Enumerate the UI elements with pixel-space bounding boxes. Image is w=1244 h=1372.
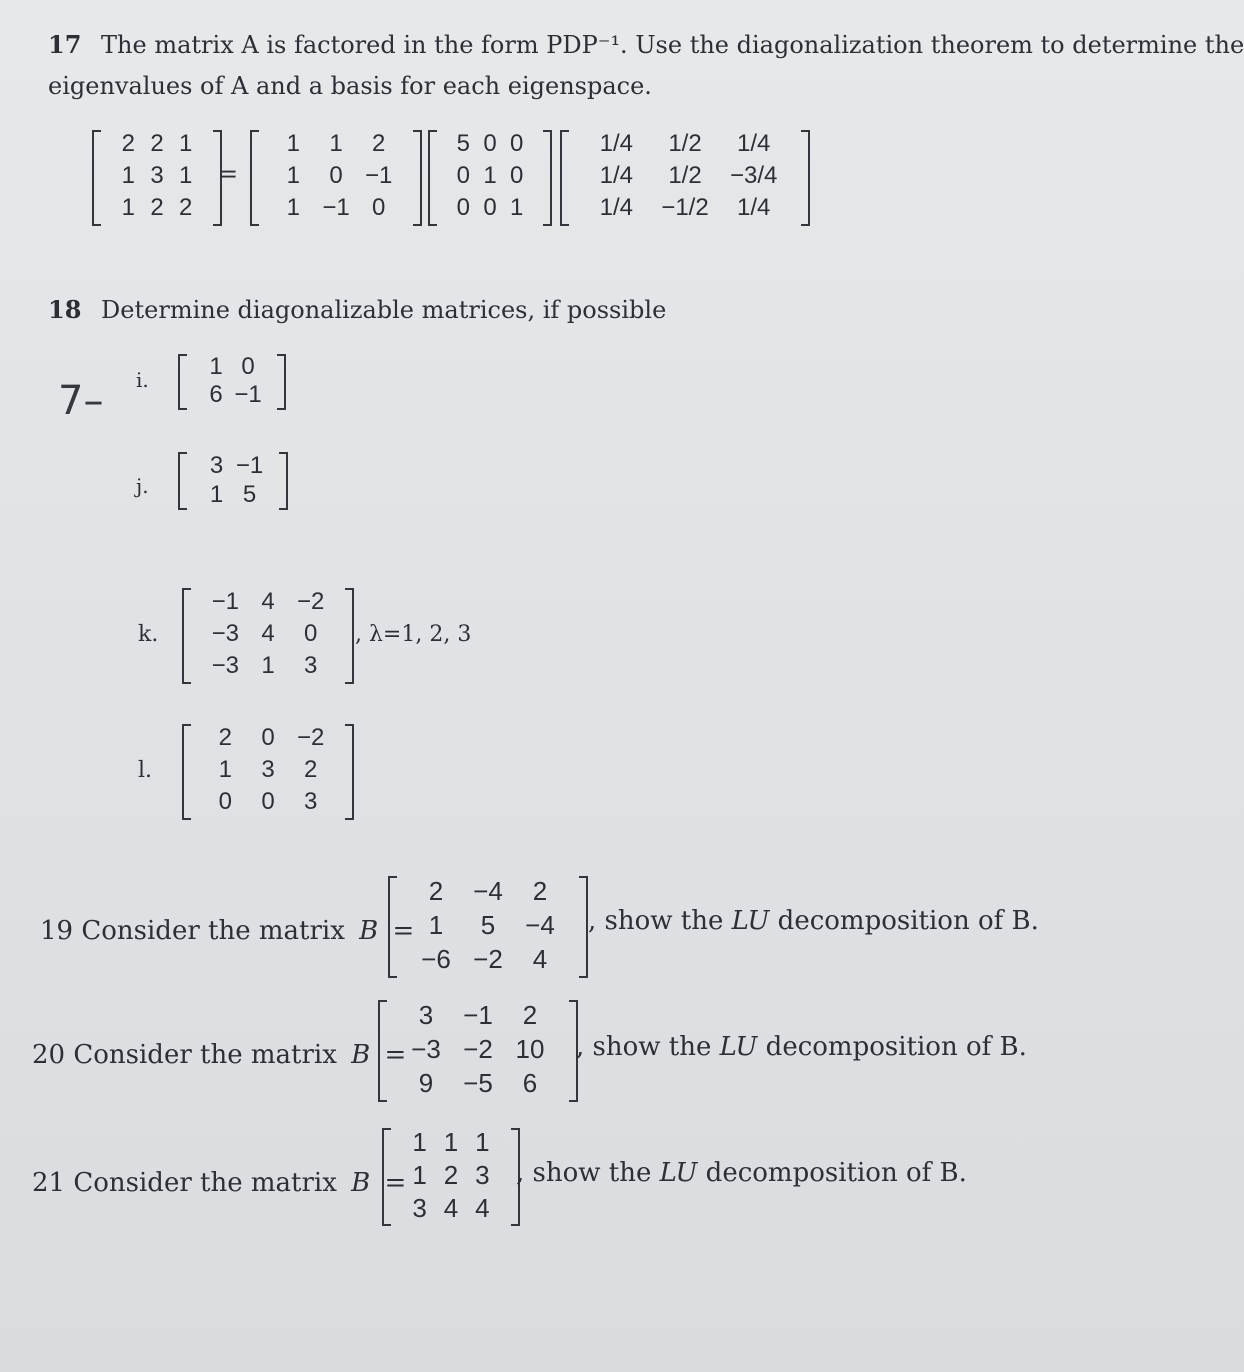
matrix-cell: 10 [515, 1034, 545, 1064]
q18-matrix-l [182, 724, 354, 820]
q21-tail-pre: , show the [516, 1158, 660, 1188]
matrix-cell: 0 [456, 194, 471, 221]
matrix-cell: 1 [483, 162, 497, 189]
matrix-cell: 0 [509, 162, 524, 189]
matrix-cell: 1 [475, 1127, 490, 1158]
q20-prompt: 20 Consider the matrix [32, 1040, 337, 1070]
matrix-cell: 1/2 [668, 162, 702, 189]
bracket-left [388, 876, 397, 978]
matrix-cell: 1 [121, 194, 136, 221]
q19-tail-pre: , show the [588, 906, 732, 936]
q21-matrix-B [382, 1128, 520, 1226]
bracket-right [277, 354, 286, 410]
q19-prompt: 19 Consider the matrix [40, 916, 345, 946]
q19-lead [40, 916, 414, 946]
bracket-right [413, 130, 422, 226]
handwritten-mark: 7– [58, 378, 104, 424]
q21-tail [516, 1158, 967, 1188]
matrix-cell: 4 [443, 1192, 459, 1223]
q20-lu: LU [719, 1032, 758, 1062]
matrix-cell: 3 [261, 756, 275, 783]
matrix-cell: 2 [178, 194, 193, 221]
matrix-cell: 1 [178, 130, 193, 157]
matrix-cell: 6 [522, 1068, 538, 1098]
matrix-cell: 0 [329, 162, 343, 189]
matrix-cell: 1 [428, 910, 444, 940]
q19-tail [588, 906, 1039, 936]
matrix-cell: 1/4 [736, 194, 771, 221]
matrix-cell: −1 [322, 194, 350, 221]
q18-item-i-label: i. [136, 368, 149, 392]
q19-lu: LU [731, 906, 770, 936]
bracket-left [92, 130, 101, 226]
matrix-cell: 2 [522, 1000, 538, 1030]
matrix-cell: 0 [303, 620, 318, 647]
matrix-cell: 1 [209, 353, 223, 380]
matrix-cell: 5 [480, 910, 496, 940]
q17-equals: = [218, 160, 239, 188]
matrix-cell: 0 [371, 194, 386, 221]
matrix-cell: 1 [178, 162, 193, 189]
matrix-cell: 1 [412, 1127, 427, 1158]
matrix-cell: −2 [296, 724, 325, 751]
q17-matrix-P [250, 130, 422, 226]
q18-text [48, 295, 666, 324]
q21-var: B [351, 1168, 371, 1198]
matrix-cell: 1 [509, 194, 524, 221]
bracket-right [579, 876, 588, 978]
q21-eq: = [384, 1168, 407, 1198]
q19-tail-post: decomposition of B. [769, 906, 1039, 936]
matrix-cell: 5 [242, 480, 257, 508]
bracket-right [801, 130, 810, 226]
matrix-cell: −3 [411, 1034, 441, 1064]
q17-prompt: The matrix A is factored in the form PDP⁻¹. Use the diagonalization theorem to determine the [101, 31, 1244, 59]
bracket-left [560, 130, 569, 226]
matrix-cell: 0 [483, 194, 497, 221]
matrix-cell: 1 [286, 130, 301, 157]
matrix-cell: −1/2 [661, 194, 709, 221]
matrix-cell: 0 [509, 130, 524, 157]
bracket-left [428, 130, 437, 226]
bracket-right [345, 588, 354, 684]
q17-text-line2: eigenvalues of A and a basis for each eigenspace. [48, 72, 652, 100]
matrix-cell: 0 [456, 162, 471, 189]
q20-matrix-B [378, 1000, 578, 1102]
q19-eq: = [392, 916, 415, 946]
q20-var: B [351, 1040, 371, 1070]
matrix-cell: 1 [121, 162, 136, 189]
matrix-cell: −6 [421, 944, 451, 974]
matrix-cell: 1 [286, 194, 301, 221]
matrix-cell: 9 [418, 1068, 434, 1098]
matrix-cell: −3/4 [729, 162, 778, 189]
q17-number: 17 [48, 30, 82, 59]
q21-prompt: 21 Consider the matrix [32, 1168, 337, 1198]
q18-number: 18 [48, 295, 82, 324]
matrix-cell: 3 [303, 652, 318, 679]
bracket-left [182, 588, 191, 684]
matrix-cell: 1 [261, 652, 275, 679]
bracket-left [178, 452, 187, 510]
q18-prompt: Determine diagonalizable matrices, if possible [101, 296, 667, 324]
bracket-right [543, 130, 552, 226]
bracket-left [250, 130, 259, 226]
q18-matrix-j [178, 452, 288, 510]
q21-lead [32, 1168, 406, 1198]
matrix-cell: 0 [261, 788, 275, 815]
matrix-cell: −5 [463, 1068, 493, 1098]
matrix-cell: −4 [473, 876, 503, 906]
bracket-left [382, 1128, 391, 1226]
matrix-cell: 2 [121, 130, 136, 157]
matrix-cell: 4 [261, 620, 275, 647]
bracket-right [345, 724, 354, 820]
q20-tail [576, 1032, 1027, 1062]
matrix-cell: 1/4 [736, 130, 771, 157]
matrix-cell: 2 [428, 876, 444, 906]
matrix-cell: −2 [463, 1034, 493, 1064]
matrix-cell: −3 [211, 620, 240, 647]
q21-tail-post: decomposition of B. [697, 1158, 967, 1188]
q19-matrix-B [388, 876, 588, 978]
q18-item-j-label: j. [136, 474, 149, 498]
matrix-cell: 3 [475, 1160, 490, 1190]
matrix-cell: −1 [235, 451, 264, 479]
matrix-cell: −1 [234, 381, 262, 408]
q17-text-line1 [48, 30, 1244, 59]
q19-var: B [359, 916, 379, 946]
bracket-left [178, 354, 187, 410]
matrix-cell: 2 [150, 194, 164, 221]
matrix-cell: 4 [261, 588, 275, 615]
matrix-cell: 0 [218, 788, 233, 815]
matrix-cell: 3 [303, 788, 318, 815]
matrix-cell: 1 [218, 756, 233, 783]
q20-eq: = [384, 1040, 407, 1070]
matrix-cell: 4 [475, 1192, 490, 1223]
matrix-cell: −4 [525, 910, 555, 940]
matrix-cell: −2 [296, 588, 325, 615]
bracket-left [182, 724, 191, 820]
matrix-cell: 3 [209, 451, 224, 479]
q21-lu: LU [659, 1158, 698, 1188]
matrix-cell: 2 [443, 1160, 459, 1190]
matrix-cell: 3 [150, 162, 164, 189]
q17-matrix-P-inverse [560, 130, 810, 226]
q20-tail-post: decomposition of B. [757, 1032, 1027, 1062]
matrix-cell: 0 [483, 130, 497, 157]
matrix-cell: 1 [209, 480, 224, 508]
matrix-cell: 2 [371, 130, 386, 157]
matrix-cell: 4 [532, 944, 548, 974]
matrix-cell: 0 [241, 353, 255, 380]
bracket-right [279, 452, 288, 510]
matrix-cell: 5 [456, 130, 471, 157]
matrix-cell: 2 [218, 724, 233, 751]
matrix-cell: −1 [364, 162, 393, 189]
matrix-cell: 1/4 [599, 194, 634, 221]
matrix-cell: −1 [211, 588, 240, 615]
matrix-cell: 1/2 [668, 130, 702, 157]
q18-matrix-k [182, 588, 354, 684]
matrix-cell: −3 [211, 652, 240, 679]
matrix-cell: 1/4 [599, 162, 634, 189]
matrix-cell: 1/4 [599, 130, 634, 157]
matrix-cell: 1 [412, 1160, 427, 1190]
matrix-cell: 6 [209, 381, 223, 408]
q18-item-k-label: k. [138, 622, 159, 647]
matrix-cell: 3 [418, 1000, 434, 1030]
q20-lead [32, 1040, 406, 1070]
q17-matrix-A [92, 130, 222, 226]
matrix-cell: 3 [412, 1192, 427, 1223]
matrix-cell: 0 [261, 724, 275, 751]
matrix-cell: 1 [329, 130, 343, 157]
q18-item-k-eigenvalues: , λ=1, 2, 3 [355, 622, 472, 647]
matrix-cell: −2 [473, 944, 503, 974]
q18-item-l-label: l. [138, 758, 153, 783]
matrix-cell: 2 [303, 756, 318, 783]
matrix-cell: 1 [286, 162, 301, 189]
q18-matrix-i [178, 354, 286, 410]
q17-matrix-D [428, 130, 552, 226]
matrix-cell: 2 [150, 130, 164, 157]
matrix-cell: 1 [443, 1127, 459, 1158]
q20-tail-pre: , show the [576, 1032, 720, 1062]
bracket-left [378, 1000, 387, 1102]
matrix-cell: 2 [532, 876, 548, 906]
matrix-cell: −1 [463, 1000, 493, 1030]
